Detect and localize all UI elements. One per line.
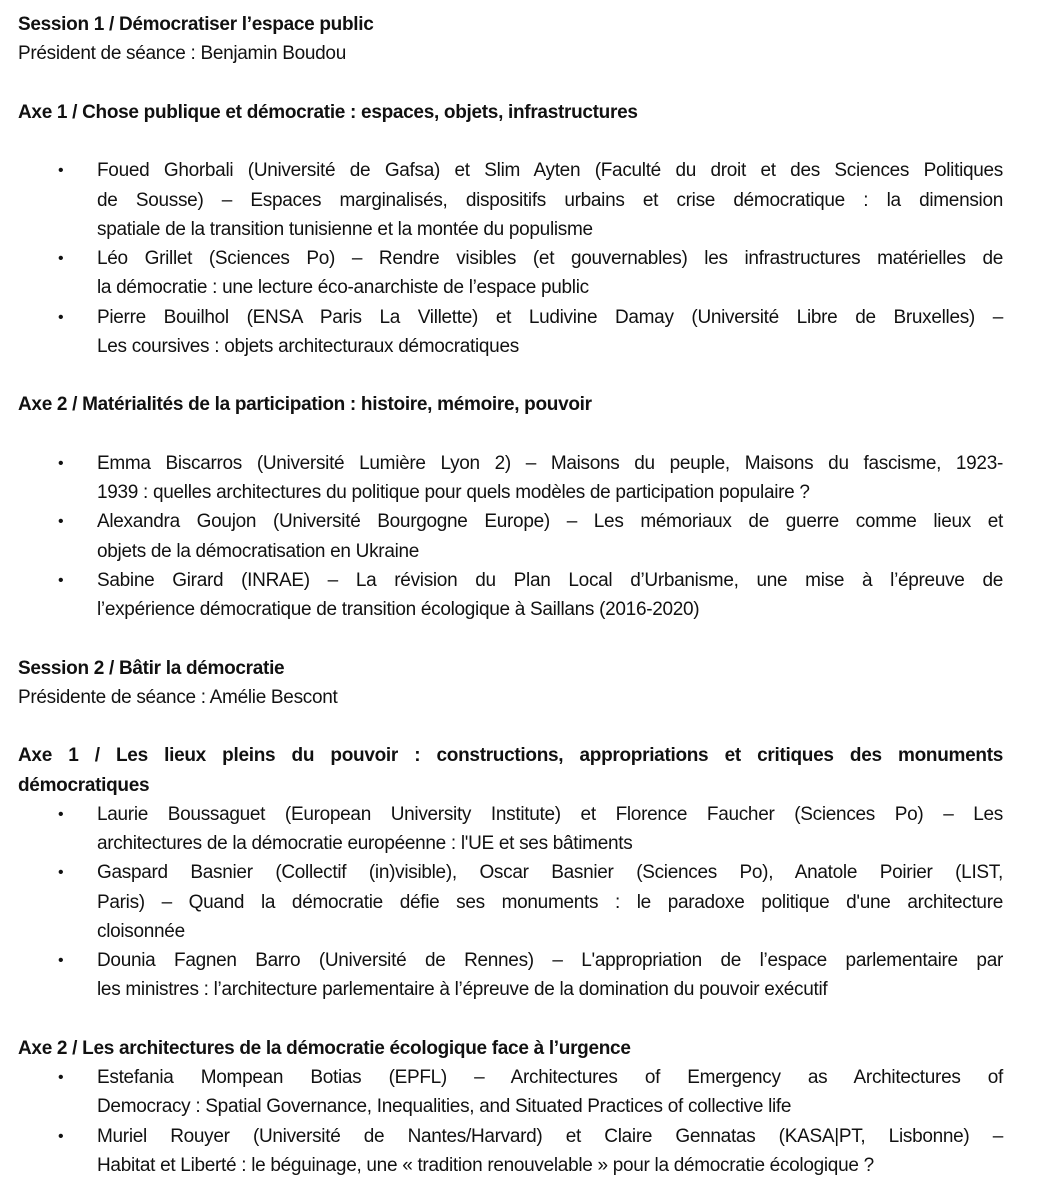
- blank-line: [18, 624, 1054, 653]
- bullet-icon: •: [58, 513, 64, 531]
- list-item: [18, 507, 1054, 566]
- bullet-icon: •: [58, 1127, 64, 1145]
- axis-heading-line: Axe 1 / Les lieux pleins du pouvoir : constructions, appropriations et critiques des monuments: [18, 745, 1003, 767]
- list-item-line: objets de la démocratisation en Ukraine: [97, 540, 420, 562]
- axis-heading: [18, 390, 1054, 419]
- list-item: [18, 303, 1054, 362]
- axis-heading-line: Axe 2 / Les architectures de la démocratie écologique face à l’urgence: [18, 1037, 631, 1059]
- session-president: Président de séance : Benjamin Boudou: [18, 43, 346, 65]
- list-item-line: Les coursives : objets architecturaux démocratiques: [97, 335, 519, 357]
- list-item-line: la démocratie : une lecture éco-anarchiste de l’espace public: [97, 277, 589, 299]
- bullet-icon: •: [58, 952, 64, 969]
- bullet-icon: •: [58, 571, 64, 589]
- list-item-line: Habitat et Liberté : le béguinage, une « tradition renouvelable » pour la démocratie écologique ?: [97, 1154, 874, 1176]
- list-item-line: 1939 : quelles architectures du politique pour quels modèles de participation populaire ?: [97, 482, 810, 503]
- list-item-line: architectures de la démocratie européenne : l'UE et ses bâtiments: [97, 833, 633, 854]
- list-item-line: les ministres : l’architecture parlementaire à l’épreuve de la domination du pouvoir exécutif: [97, 979, 828, 1001]
- bullet-icon: •: [58, 250, 64, 267]
- list-item-line: Pierre Bouilhol (ENSA Paris La Villette) et Ludivine Damay (Université Libre de Bruxelles) –: [97, 306, 1003, 328]
- presentation-list: [18, 800, 1054, 1005]
- list-item-line: Estefania Mompean Botias (EPFL) – Architectures of Emergency as Architectures of: [97, 1067, 1003, 1088]
- list-item: [18, 566, 1054, 625]
- blank-line: [18, 361, 1054, 390]
- list-item-line: spatiale de la transition tunisienne et la montée du populisme: [97, 218, 593, 240]
- bullet-icon: •: [58, 864, 64, 882]
- blank-line: [18, 1005, 1054, 1034]
- list-item: [18, 449, 1054, 508]
- list-item: [18, 1063, 1054, 1122]
- blank-line: [18, 127, 1054, 156]
- list-item-line: Democracy : Spatial Governance, Inequalities, and Situated Practices of collective life: [97, 1096, 792, 1118]
- bullet-icon: •: [58, 308, 64, 326]
- presentation-list: [18, 449, 1054, 625]
- list-item-line: Laurie Boussaguet (European University Institute) et Florence Faucher (Sciences Po) – Les: [97, 803, 1003, 825]
- list-item-line: Foued Ghorbali (Université de Gafsa) et Slim Ayten (Faculté du droit et des Sciences Politiques: [97, 160, 1003, 182]
- list-item-line: Gaspard Basnier (Collectif (in)visible), Oscar Basnier (Sciences Po), Anatole Poirier (LIST,: [97, 862, 1003, 884]
- bullet-icon: •: [58, 1069, 64, 1086]
- list-item-line: Dounia Fagnen Barro (Université de Rennes) – L'appropriation de l’espace parlementaire par: [97, 950, 1003, 971]
- presentation-list: [18, 156, 1054, 361]
- axis-heading: [18, 1034, 1054, 1063]
- list-item: [18, 1122, 1054, 1181]
- list-item-line: Muriel Rouyer (Université de Nantes/Harvard) et Claire Gennatas (KASA|PT, Lisbonne) –: [97, 1125, 1003, 1147]
- presentation-list: [18, 1063, 1054, 1180]
- session-title: Session 1 / Démocratiser l’espace public: [18, 14, 374, 35]
- list-item-line: cloisonnée: [97, 920, 185, 942]
- list-item-line: Emma Biscarros (Université Lumière Lyon 2) – Maisons du peuple, Maisons du fascisme, 1923-: [97, 452, 1003, 474]
- list-item-line: de Sousse) – Espaces marginalisés, dispositifs urbains et crise démocratique : la dimension: [97, 189, 1003, 211]
- list-item: [18, 800, 1054, 859]
- axis-heading: [18, 98, 1054, 127]
- list-item: [18, 946, 1054, 1005]
- blank-line: [18, 69, 1054, 98]
- list-item: [18, 156, 1054, 244]
- list-item: [18, 858, 1054, 946]
- axis-heading-line: Axe 1 / Chose publique et démocratie : espaces, objets, infrastructures: [18, 101, 638, 123]
- list-item-line: Léo Grillet (Sciences Po) – Rendre visibles (et gouvernables) les infrastructures matérielles de: [97, 248, 1003, 269]
- list-item-line: l’expérience démocratique de transition écologique à Saillans (2016-2020): [97, 599, 700, 620]
- axis-heading: [18, 741, 1054, 800]
- list-item-line: Alexandra Goujon (Université Bourgogne Europe) – Les mémoriaux de guerre comme lieux et: [97, 511, 1003, 533]
- axis-heading-line: démocratiques: [18, 774, 150, 796]
- list-item: [18, 244, 1054, 303]
- blank-line: [18, 712, 1054, 741]
- bullet-icon: •: [58, 162, 64, 180]
- session-title: Session 2 / Bâtir la démocratie: [18, 657, 285, 679]
- blank-line: [18, 420, 1054, 449]
- axis-heading-line: Axe 2 / Matérialités de la participation : histoire, mémoire, pouvoir: [18, 394, 592, 416]
- list-item-line: Sabine Girard (INRAE) – La révision du Plan Local d’Urbanisme, une mise à l’épreuve de: [97, 569, 1003, 591]
- bullet-icon: •: [58, 454, 64, 472]
- list-item-line: Paris) – Quand la démocratie défie ses monuments : le paradoxe politique d'une architecture: [97, 891, 1003, 913]
- bullet-icon: •: [58, 805, 64, 823]
- session-president: Présidente de séance : Amélie Bescont: [18, 686, 338, 708]
